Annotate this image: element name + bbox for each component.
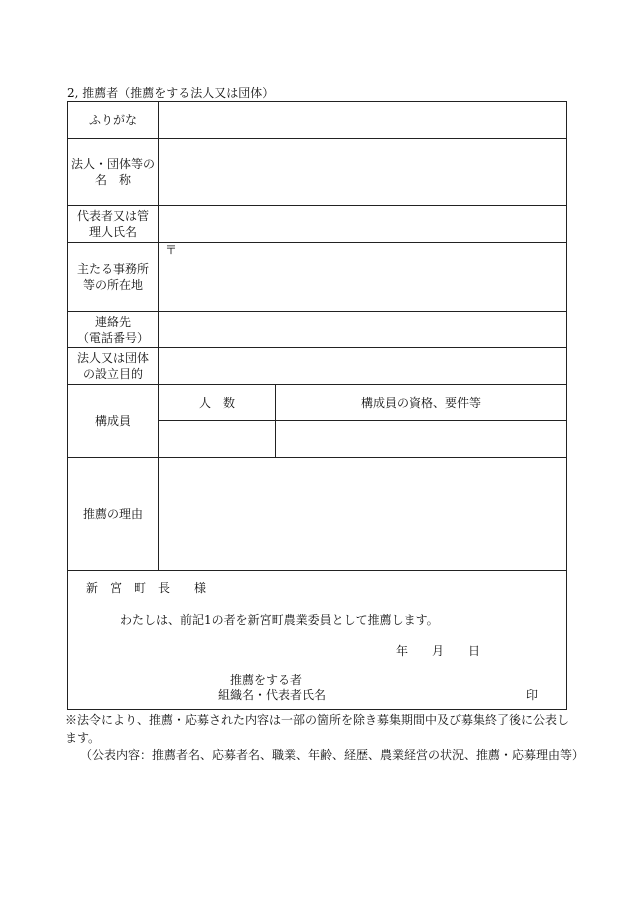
label-reason: 推薦の理由: [68, 458, 159, 571]
disclosure-note: ※法令により、推薦・応募された内容は一部の箇所を除き募集期間中及び募集終了後に公表します。: [65, 713, 570, 745]
row-declaration: [68, 571, 567, 710]
row-representative: [68, 206, 567, 243]
field-member-qualification[interactable]: [276, 421, 567, 458]
header-member-count: 人 数: [159, 385, 276, 421]
recommender-form-table: [67, 101, 567, 710]
label-furigana: ふりがな: [68, 102, 159, 139]
label-office-address: 主たる事務所 等の所在地: [68, 243, 159, 312]
row-furigana: [68, 102, 567, 139]
field-contact[interactable]: [159, 312, 567, 348]
field-reason[interactable]: [159, 458, 567, 571]
addressee: 新 宮 町 長 様: [86, 581, 207, 595]
seal-mark: 印: [526, 688, 539, 702]
label-name: 法人・団体等の 名 称: [68, 139, 159, 206]
label-contact: 連絡先 （電話番号）: [68, 312, 159, 348]
row-reason: [68, 458, 567, 571]
field-member-count[interactable]: [159, 421, 276, 458]
row-members-header: [68, 385, 567, 421]
org-rep-label: 組織名・代表者氏名: [218, 688, 327, 702]
postal-mark: 〒: [165, 243, 178, 257]
row-office-address: [68, 243, 567, 312]
section-heading: 2, 推薦者（推薦をする法人又は団体）: [67, 86, 275, 100]
field-representative[interactable]: [159, 206, 567, 243]
declaration-cell: [68, 571, 567, 710]
recommender-label: 推薦をする者: [230, 673, 303, 687]
row-contact: [68, 312, 567, 348]
row-purpose: [68, 348, 567, 385]
label-members: 構成員: [68, 385, 159, 458]
label-representative: 代表者又は管 理人氏名: [68, 206, 159, 243]
field-furigana[interactable]: [159, 102, 567, 139]
header-member-qualification: 構成員の資格、要件等: [276, 385, 567, 421]
date-line: 年 月 日: [396, 644, 481, 658]
row-name: [68, 139, 567, 206]
declaration-statement: わたしは、前記1の者を新宮町農業委員として推薦します。: [120, 613, 439, 627]
field-office-address[interactable]: [159, 243, 567, 312]
field-name[interactable]: [159, 139, 567, 206]
field-purpose[interactable]: [159, 348, 567, 385]
label-purpose: 法人又は団体 の設立目的: [68, 348, 159, 385]
disclosure-contents: （公表内容：推薦者名、応募者名、職業、年齢、経歴、農業経営の状況、推薦・応募理由等）: [80, 748, 585, 762]
